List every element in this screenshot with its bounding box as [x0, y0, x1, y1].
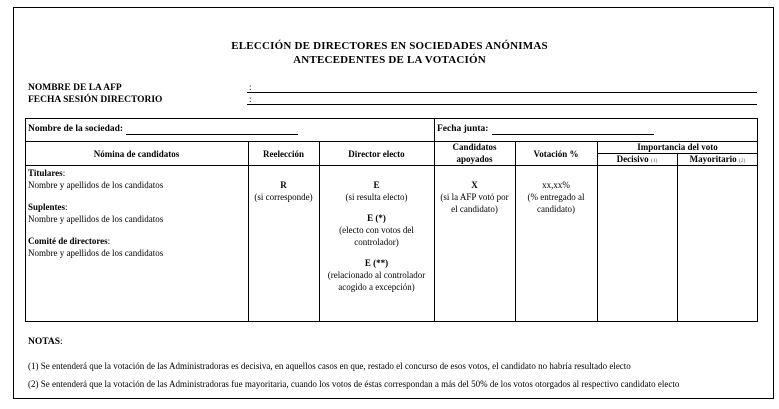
session-date-field[interactable] [247, 104, 757, 105]
group-suffix: : [107, 236, 111, 246]
col-header-majority [677, 153, 758, 167]
session-date-label: FECHA SESIÓN DIRECTORIO [28, 95, 163, 105]
group-heading: Suplentes [28, 202, 66, 212]
elected-desc: (relacionado al controlador [327, 270, 426, 280]
divider [677, 153, 678, 322]
supported-desc: el candidato) [451, 204, 498, 214]
vote-pct-code: xx,xx% [542, 180, 570, 190]
session-date-separator: : [249, 94, 252, 104]
company-name-label: Nombre de la sociedad: [28, 124, 124, 134]
candidate-groups [28, 167, 163, 259]
supported-legend [434, 179, 515, 215]
group-titulares [28, 167, 163, 179]
document-subtitle: ANTECEDENTES DE LA VOTACIÓN [293, 54, 486, 66]
col-header-importance: Importancia del voto [637, 142, 718, 152]
elected-legend [319, 179, 434, 293]
col-header-supported-line1: Candidatos [452, 142, 497, 152]
vote-pct-legend [515, 179, 597, 215]
elected-desc: acogido a excepción) [338, 282, 415, 292]
decisive-label: Decisivo [616, 154, 649, 164]
col-header-vote-pct: Votación % [533, 149, 579, 159]
group-text: Nombre y apellidos de los candidatos [28, 180, 164, 190]
elected-desc: (si resulta electo) [345, 192, 408, 202]
divider [434, 118, 435, 141]
supported-code: X [471, 180, 478, 190]
reelection-code: R [280, 180, 287, 190]
group-suffix: : [65, 202, 68, 212]
notes-heading-suffix: : [60, 337, 63, 347]
reelection-desc: (si corresponde) [254, 192, 313, 202]
elected-desc: (electo con votos del [339, 225, 414, 235]
company-name-field[interactable] [126, 134, 298, 135]
afp-name-field[interactable] [247, 92, 757, 93]
reelection-legend [248, 179, 319, 203]
col-header-elected: Director electo [348, 149, 405, 159]
elected-code: E (*) [367, 213, 386, 223]
group-text: Nombre y apellidos de los candidatos [28, 248, 164, 258]
notes-heading-text: NOTAS [28, 337, 61, 347]
group-suplentes [28, 201, 163, 213]
group-text: Nombre y apellidos de los candidatos [28, 214, 164, 224]
vote-pct-desc: (% entregado al [527, 192, 585, 202]
elected-desc: controlador) [354, 237, 399, 247]
divider [597, 141, 598, 322]
vote-pct-desc: candidato) [537, 204, 575, 214]
afp-name-label: NOMBRE DE LA AFP [28, 83, 122, 93]
col-header-supported-line2: apoyados [456, 154, 493, 164]
notes-heading [28, 337, 63, 347]
col-header-reelection: Reelección [263, 149, 304, 159]
group-suffix: : [62, 168, 66, 178]
meeting-date-label: Fecha junta: [437, 124, 489, 134]
note-1: (1) Se entenderá que la votación de las Administradoras es decisiva, en aquellos casos en que, restado el concurso de esos votos, el candidato no habría resultado electo [28, 361, 631, 371]
document-title: ELECCIÓN DE DIRECTORES EN SOCIEDADES ANÓNIMAS [231, 40, 548, 52]
col-header-decisive [597, 153, 677, 167]
supported-desc: (si la AFP votó por [440, 192, 509, 202]
elected-code: E [373, 180, 380, 190]
note-2: (2) Se entenderá que la votación de las Administradoras fue mayoritaria, cuando los votos de éstas correspondan a más del 50% de los votos otorgados al respectivo candidato electo [28, 379, 680, 389]
divider [434, 141, 435, 322]
meeting-date-field[interactable] [492, 134, 654, 135]
decisive-note-ref: (1) [650, 158, 658, 164]
elected-code: E (**) [364, 258, 389, 268]
group-heading: Comité de directores [28, 236, 108, 246]
divider [515, 141, 516, 322]
majority-note-ref: (2) [738, 158, 746, 164]
divider [248, 141, 249, 322]
group-comite [28, 235, 163, 247]
col-header-supported [434, 141, 515, 165]
col-header-candidates: Nómina de candidatos [93, 149, 180, 159]
majority-label: Mayoritario [689, 154, 737, 164]
group-heading: Titulares [28, 168, 63, 178]
afp-name-separator: : [249, 82, 252, 92]
